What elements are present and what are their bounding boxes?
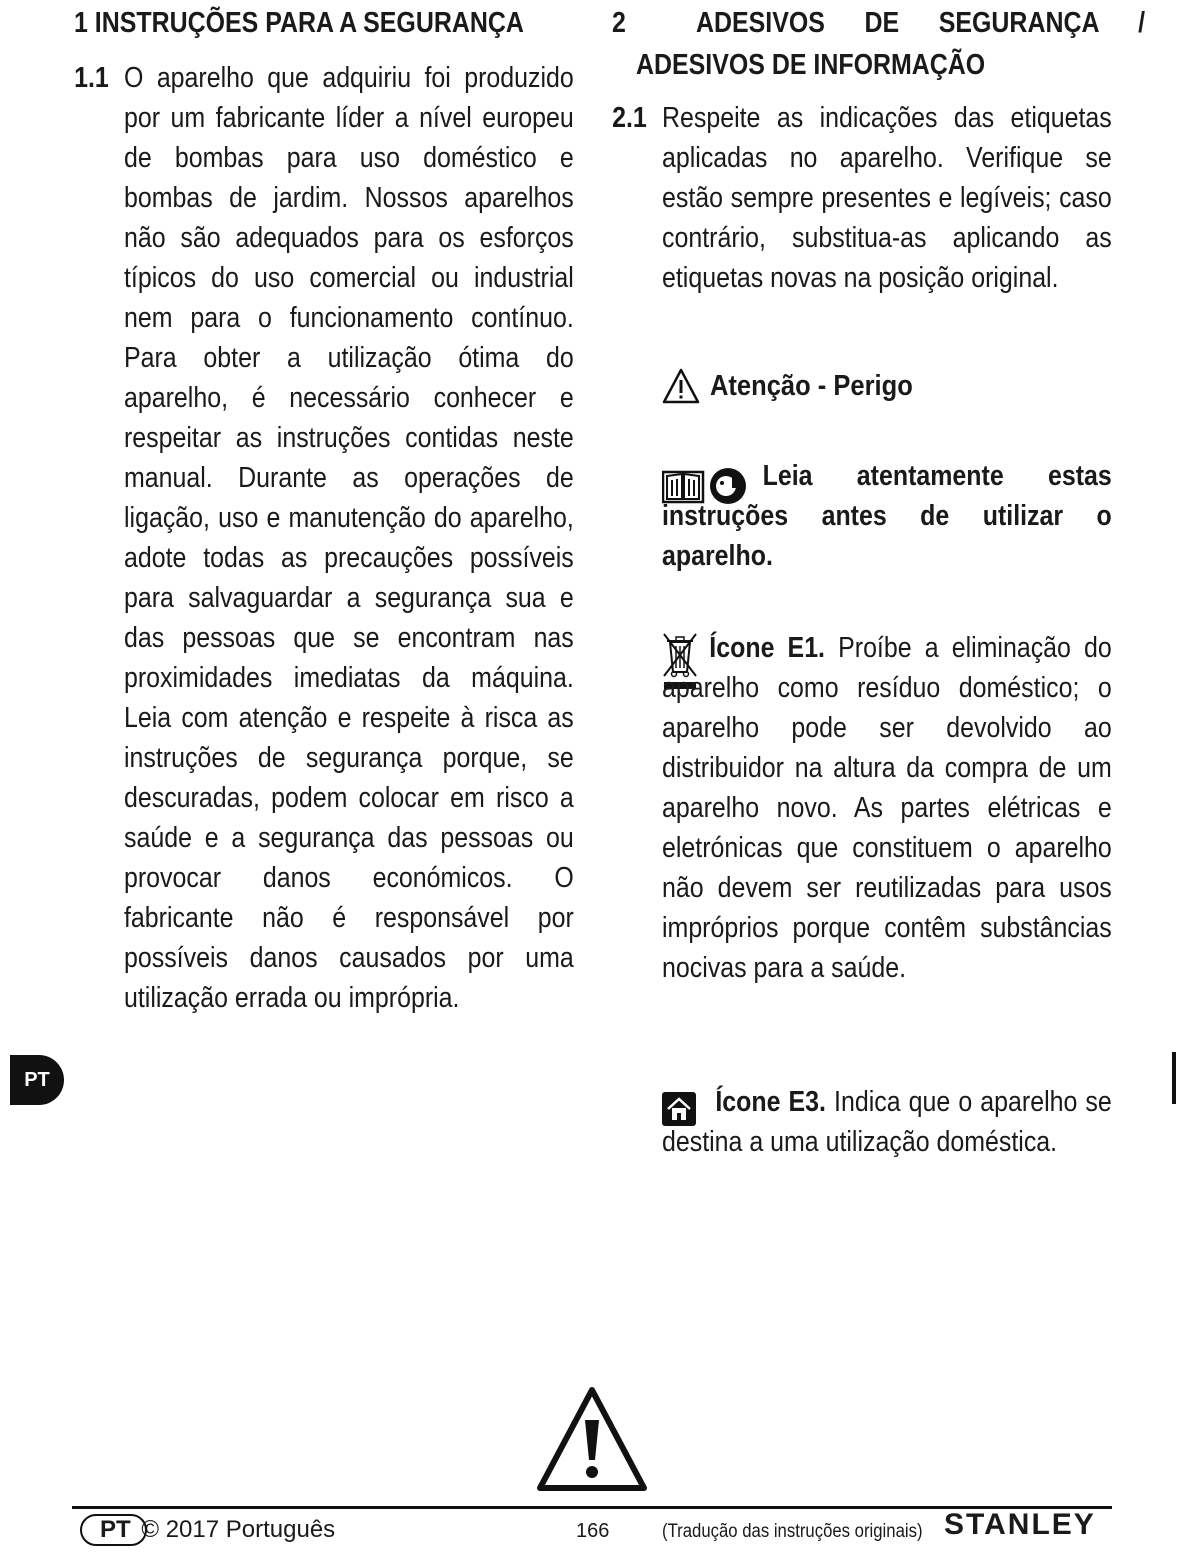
section-1-1-block <box>74 58 647 1018</box>
warning-heading-text: Atenção - Perigo <box>710 369 913 402</box>
language-side-tab: PT <box>10 1055 64 1105</box>
section-1-heading: 1 INSTRUÇÕES PARA A SEGURANÇA <box>74 7 524 39</box>
item-number: 1.1 <box>74 62 109 94</box>
section-2-heading-line1: ADESIVOS DE SEGURANÇA / <box>696 7 1146 39</box>
item-number: 2.1 <box>612 102 647 134</box>
footer-left <box>80 1514 335 1546</box>
icon-e1-text: Proíbe a eliminação do aparelho como resíduo doméstico; o aparelho pode ser devolvido ao distribuidor na altura da compra de um aparelho novo. As partes elétricas e eletrónicas que constituem o aparelho não devem ser reutilizadas para usos impróprios porque contêm substâncias nocivas para a saúde. <box>662 632 1112 984</box>
read-instructions-block <box>662 456 1185 576</box>
footer-note: (Tradução das instruções originais) <box>662 1521 923 1542</box>
section-2-heading-number: 2 <box>612 7 626 39</box>
section-2-1-paragraph: Respeite as indicações das etiquetas aplicadas no aparelho. Verifique se estão sempre presentes e legíveis; caso contrário, substitua-as aplicando as etiquetas novas na posição original. <box>662 102 1112 294</box>
section-2-heading-line2: ADESIVOS DE INFORMAÇÃO <box>636 49 986 81</box>
right-edge-bar <box>1172 1052 1176 1104</box>
footer-brand-logo: STANLEY <box>944 1508 1096 1541</box>
read-instructions-text: Leia atentamente estas instruções antes de utilizar o aparelho. <box>662 460 1112 572</box>
icon-e3-text: Indica que o aparelho se destina a uma utilização doméstica. <box>662 1086 1112 1158</box>
section-2-1-block <box>612 98 1185 298</box>
warning-triangle-icon <box>662 368 700 404</box>
footer-page-number: 166 <box>576 1520 610 1542</box>
footer-language-badge: PT <box>80 1514 147 1546</box>
icon-e3-label: Ícone E3. <box>715 1086 826 1118</box>
icon-e1-block <box>662 628 1185 988</box>
footer-copyright: © 2017 Português <box>141 1516 336 1543</box>
icon-e1-label: Ícone E1. <box>709 632 825 664</box>
warning-heading <box>662 368 940 404</box>
section-1-1-paragraph: O aparelho que adquiriu foi produzido por um fabricante líder a nível europeu de bombas para uso doméstico e bombas de jardim. Nossos aparelhos não são adequados para os esforços típicos do uso comercial ou industrial nem para o funcionamento contínuo. Para obter a utilização ótima do aparelho, é necessário conhecer e respeitar as instruções contidas neste manual. Durante as operações de ligação, uso e manutenção do aparelho, adote todas as precauções possíveis para salvaguardar a segurança sua e das pessoas que se encontram nas proximidades imediatas da máquina. Leia com atenção e respeite à risca as instruções de segurança porque, se descuradas, podem colocar em risco a saúde e a segurança das pessoas ou provocar danos económicos. O fabricante não é responsável por possíveis danos causados por uma utilização errada ou imprópria. <box>124 62 574 1014</box>
large-warning-triangle-icon <box>536 1386 648 1492</box>
icon-e3-block <box>662 1082 1185 1162</box>
